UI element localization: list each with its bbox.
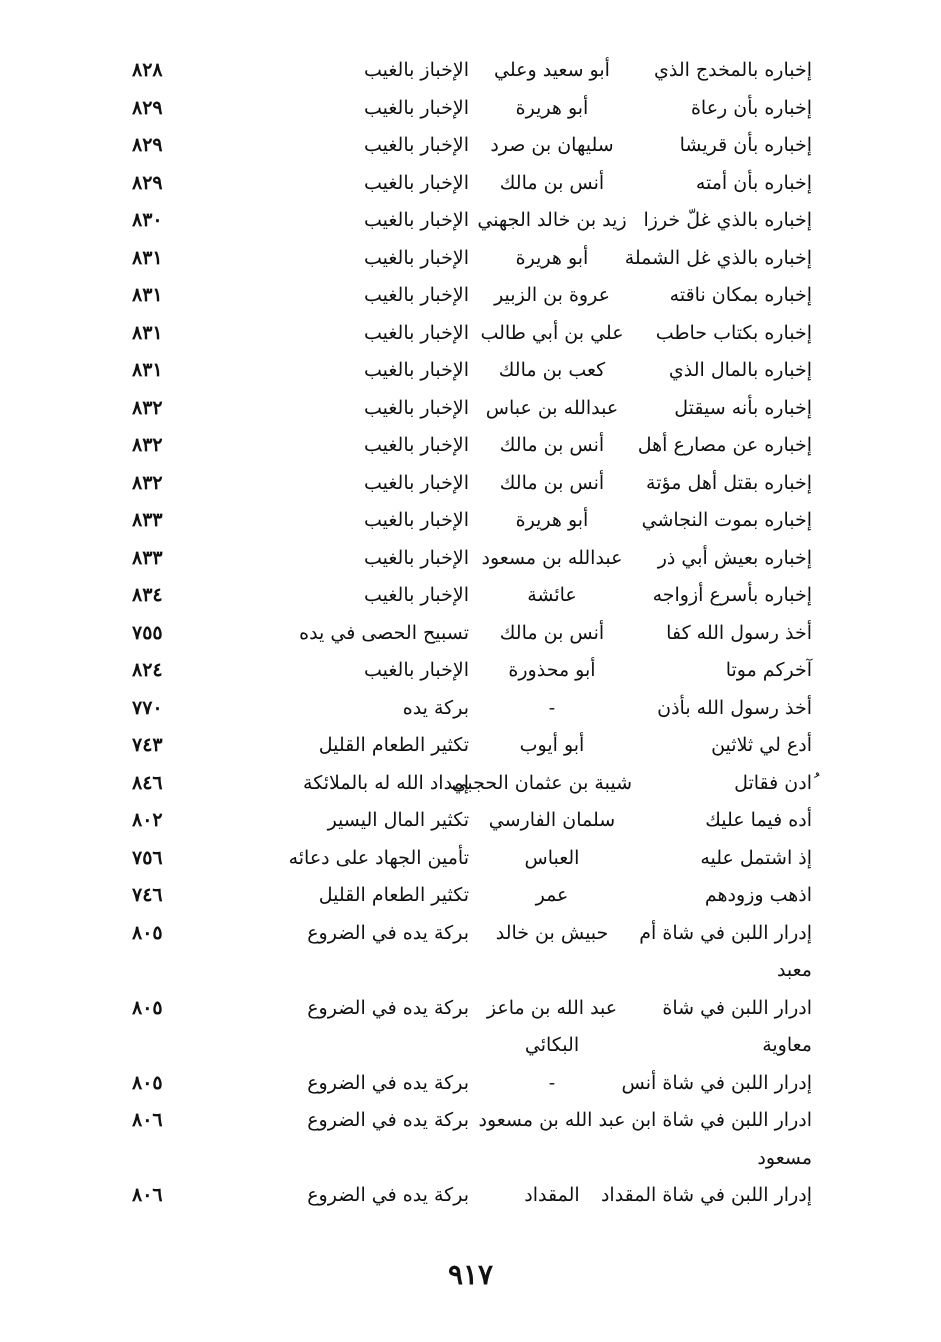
entry-topic: تأمين الجهاد على دعائه [288,846,469,869]
index-row [110,840,822,878]
entry-page-ref: ٨٣٣ [132,546,163,569]
entry-narrator: أنس بن مالك [499,621,605,644]
entry-narrator: أنس بن مالك [499,171,605,194]
entry-topic: بركة يده في الضروع [307,996,469,1019]
entry-narrator: أبو هريرة [515,246,589,269]
entry-narrator: أبو محذورة [508,659,596,681]
entry-narrator: سلمان الفارسي [488,809,616,831]
entry-topic: تكثير الطعام القليل [318,884,469,906]
entry-page-ref: ٨٢٩ [132,134,163,156]
entry-title: آخركم موتا [725,659,812,681]
entry-topic: الإخبار بالغيب [363,284,469,306]
entry-page-ref: ٨٣٤ [132,584,163,606]
entry-topic: إمداد الله له بالملائكة [303,771,469,794]
entry-page-ref: ٨٣٢ [132,396,163,419]
entry-page-ref: ٧٥٦ [132,846,163,869]
entry-page-ref: ٨٢٨ [132,59,163,81]
index-row [110,352,822,390]
entry-narrator: أبو هريرة [515,509,589,531]
entry-topic: الإخبار بالغيب [363,396,469,419]
index-table [110,52,822,1215]
entry-narrator: البكائي [524,1034,580,1056]
entry-narrator: أنس بن مالك [499,471,605,494]
entry-page-ref: ٨٣١ [132,284,163,306]
index-row [110,1027,822,1065]
entry-title: أخذ رسول الله بأذن [657,696,812,719]
entry-title: إدرار اللبن في شاة المقداد [600,1184,812,1206]
entry-title: مسعود [757,1146,812,1169]
index-row [110,652,822,690]
entry-topic: الإخبار بالغيب [363,246,469,269]
entry-topic: الإخبار بالغيب [363,584,469,606]
index-row [110,1140,822,1178]
entry-page-ref: ٨٠٥ [132,921,163,944]
index-row [110,165,822,203]
index-row [110,1065,822,1103]
entry-narrator: - [548,696,556,719]
entry-narrator: أبو سعيد وعلي [494,59,610,81]
entry-title: إخباره بأسرع أزواجه [652,584,812,606]
entry-narrator: كعب بن مالك [498,359,606,381]
index-row [110,577,822,615]
entry-topic: الإخبار بالغيب [363,96,469,119]
index-row [110,240,822,278]
entry-page-ref: ٨٢٩ [132,96,163,119]
entry-title: إخباره بأن قريشا [679,134,812,156]
entry-page-ref: ٨٠٦ [132,1184,163,1206]
entry-page-ref: ٨٣٠ [132,209,163,231]
entry-topic: تكثير المال اليسير [327,809,469,831]
entry-narrator: شيبة بن عثمان الحجبي [451,771,632,794]
index-row [110,727,822,765]
entry-page-ref: ٨٠٦ [132,1109,163,1131]
entry-title: إخباره بأن رعاة [690,96,812,119]
index-row [110,315,822,353]
entry-title: إخباره بقتل أهل مؤتة [646,471,812,494]
entry-topic: الإخبار بالغيب [363,134,469,156]
entry-topic: تكثير الطعام القليل [318,734,469,756]
entry-narrator: عبد الله بن ماعز [486,996,618,1019]
index-row [110,802,822,840]
index-row [110,52,822,90]
entry-topic: بركة يده في الضروع [307,1184,469,1206]
entry-title: إدرار اللبن في شاة أنس [621,1071,812,1094]
entry-title: إخباره عن مصارع أهل [637,434,812,456]
entry-narrator: أنس بن مالك [499,434,605,456]
index-row [110,202,822,240]
entry-page-ref: ٧٤٦ [132,884,163,906]
entry-title: إخباره بأن أمته [695,171,812,194]
entry-narrator: سليهان بن صرد [490,134,614,156]
entry-title: ُادن فقاتل [734,771,812,794]
entry-topic: بركة يده في الضروع [307,1071,469,1094]
entry-page-ref: ٨٢٩ [132,171,163,194]
entry-page-ref: ٨٤٦ [132,771,163,794]
entry-title: إخباره بالمخدج الذي [653,59,812,81]
entry-title: إخباره بأنه سيقتل [674,396,812,419]
entry-title: إدرار اللبن في شاة أم [639,921,812,944]
entry-page-ref: ٨٣٣ [132,509,163,531]
entry-page-ref: ٨٣١ [132,246,163,269]
index-row [110,465,822,503]
index-row [110,90,822,128]
index-row [110,615,822,653]
entry-topic: الإخبار بالغيب [363,659,469,681]
index-row [110,127,822,165]
entry-page-ref: ٨٠٥ [132,1071,163,1094]
entry-topic: بركة يده [402,696,469,719]
entry-title: إخباره بالذي غل الشملة [624,246,812,269]
page-number: ٩١٧ [447,1258,494,1291]
entry-title: أخذ رسول الله كفا [666,621,812,644]
entry-title: إخباره بمكان ناقته [669,284,812,306]
entry-title: اذهب وزودهم [704,884,812,906]
entry-narrator: العباس [524,846,580,869]
entry-title: أده فيما عليك [705,809,812,831]
entry-topic: بركة يده في الضروع [307,1109,469,1131]
entry-page-ref: ٨٣١ [132,321,163,344]
entry-topic: الإخبار بالغيب [363,509,469,531]
index-row [110,277,822,315]
entry-topic: الإخبار بالغيب [363,359,469,381]
entry-title: ادرار اللبن في شاة [662,996,812,1019]
entry-topic: الإخبار بالغيب [363,434,469,456]
entry-narrator: عروة بن الزبير [494,284,610,306]
index-row [110,690,822,728]
entry-narrator: زيد بن خالد الجهني [477,209,627,231]
entry-narrator: عبدالله بن عباس [485,396,619,419]
entry-topic: الإخبار بالغيب [363,209,469,231]
index-row [110,502,822,540]
index-row [110,540,822,578]
entry-title: أدع لي ثلاثين [711,734,812,756]
entry-page-ref: ٨٣١ [132,359,163,381]
entry-page-ref: ٨٢٤ [132,659,163,681]
entry-narrator: أبو هريرة [515,96,589,119]
entry-page-ref: ٨٣٢ [132,434,163,456]
entry-narrator: عائشة [527,584,577,606]
entry-narrator: حبيش بن خالد [495,921,609,944]
entry-narrator: عبد الله بن مسعود [478,1109,626,1131]
entry-topic: تسبيح الحصى في يده [299,621,469,644]
entry-narrator: عبدالله بن مسعود [481,546,623,569]
entry-page-ref: ٧٥٥ [132,621,163,644]
index-row [110,877,822,915]
entry-topic: الإخبار بالغيب [363,471,469,494]
entry-title: ادرار اللبن في شاة ابن [631,1109,812,1131]
entry-page-ref: ٧٤٣ [132,734,163,756]
entry-title: إخباره بالمال الذي [668,359,812,381]
entry-topic: بركة يده في الضروع [307,921,469,944]
entry-narrator: عمر [535,884,569,906]
entry-title: إخباره بكتاب حاطب [655,321,812,344]
entry-page-ref: ٨٣٢ [132,471,163,494]
entry-page-ref: ٨٠٢ [132,809,163,831]
entry-title: إذ اشتمل عليه [700,846,812,869]
index-row [110,1102,822,1140]
entry-title: إخباره بعيش أبي ذر [657,546,812,569]
entry-narrator: المقداد [524,1184,580,1206]
entry-title: معبد [776,959,812,981]
index-row [110,990,822,1028]
entry-narrator: علي بن أبي طالب [480,321,624,344]
entry-topic: الإخبار بالغيب [363,171,469,194]
entry-page-ref: ٧٧٠ [132,696,163,719]
index-row [110,1177,822,1215]
entry-title: إخباره بالذي غلّ خرزا [643,209,812,231]
entry-title: إخباره بموت النجاشي [641,509,812,531]
index-row [110,390,822,428]
index-row [110,952,822,990]
entry-narrator: أبو أيوب [519,734,585,756]
entry-topic: الإخبار بالغيب [363,321,469,344]
entry-topic: الإخباز بالغيب [363,59,469,81]
index-row [110,427,822,465]
entry-page-ref: ٨٠٥ [132,996,163,1019]
index-row [110,915,822,953]
entry-narrator: - [548,1071,556,1094]
entry-title: معاوية [762,1034,812,1056]
index-row [110,765,822,803]
entry-topic: الإخبار بالغيب [363,546,469,569]
